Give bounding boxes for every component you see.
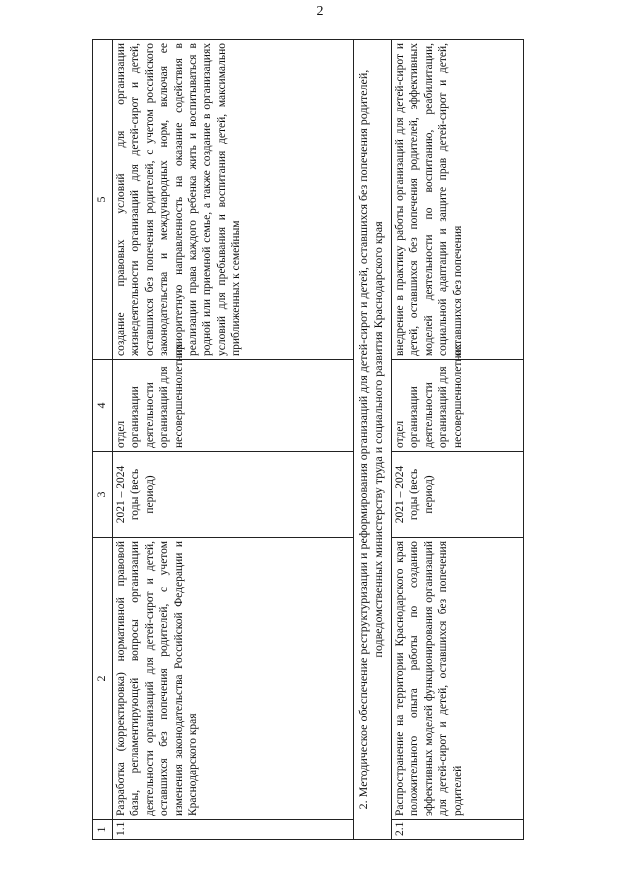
rotated-table-page [92,40,547,840]
execution-period: 2021 – 2024 годы (весь период) [113,452,354,538]
execution-period: 2021 – 2024 годы (весь период) [392,452,524,538]
section-heading: 2. Методическое обеспечение реструктуризации и реформирования организаций для детей-сирот и детей, оставшихся без попечения родителей, подведомственных министерству труда и социального развития Краснодарского края [354,40,392,840]
expected-result: создание правовых условий для организации жизнедеятельности организаций для детей-сирот и детей, оставшихся без попечения родителей, с учетом российского законодательства и международных норм, включая ее приоритетную направленность на оказание содействия в реализации права каждого ребенка жить и воспитываться в родной или приемной семье, а также создание в организациях условий для пребывания и воспитания детей, максимально приближенных к семейным [113,40,354,360]
table-row [113,40,354,840]
table-header-row [93,40,113,840]
table-row [392,40,524,840]
section-heading-row [354,40,392,840]
measure-description: Распространение на территории Краснодарского края положительного опыта работы по созданию эффективных моделей функционирования организаций для детей-сирот и детей, оставшихся без попечения родителей [392,538,524,820]
header-col-1: 1 [93,820,113,840]
header-col-2: 2 [93,538,113,820]
header-col-4: 4 [93,360,113,452]
measures-table [92,39,524,840]
responsible-department: отдел организации деятельности организаций для несовершеннолетних [392,360,524,452]
row-number: 2.1 [392,820,524,840]
responsible-department: отдел организации деятельности организаций для несовершеннолетних [113,360,354,452]
row-number: 1.1 [113,820,354,840]
measure-description: Разработка (корректировка) нормативной правовой базы, регламентирующей вопросы организации деятельности организаций для детей-сирот и детей, оставшихся без попечения родителей, с учетом изменения законодательства Российской Федерации и Краснодарского края [113,538,354,820]
expected-result: внедрение в практику работы организаций для детей-сирот и детей, оставшихся без попечения родителей, эффективных моделей деятельности по воспитанию, реабилитации, социальной адаптации и защите прав детей-сирот и детей, оставшихся без попечения [392,40,524,360]
header-col-3: 3 [93,452,113,538]
page-number: 2 [316,4,324,19]
header-col-5: 5 [93,40,113,360]
